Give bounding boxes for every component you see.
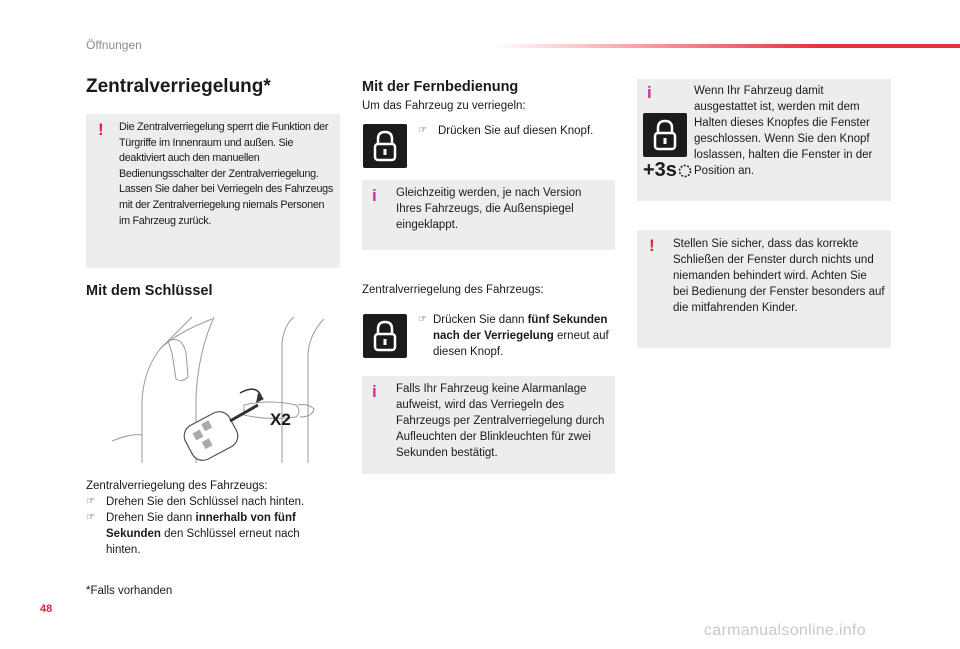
- info-box-alarm: [362, 376, 615, 474]
- warning-text-right: Stellen Sie sicher, dass das korrekte Schließen der Fenster durch nichts und niemanden behindert wird. Achten Sie bei Bedienung der Fenster besonders auf die mitfahrenden Kinder.: [673, 238, 885, 314]
- info-icon: i: [372, 186, 377, 205]
- page-title: Zentralverriegelung*: [86, 76, 271, 97]
- lock-button-icon-2: [363, 314, 407, 358]
- deadlock-intro: Zentralverriegelung des Fahrzeugs:: [362, 284, 544, 296]
- warning-icon: !: [98, 120, 104, 139]
- x2-label: X2: [270, 410, 291, 429]
- info-icon: i: [647, 83, 652, 102]
- watermark: carmanualsonline.info: [704, 622, 866, 639]
- key-instructions: [86, 478, 336, 558]
- key-step-1-text: Drehen Sie den Schlüssel nach hinten.: [106, 496, 305, 508]
- lock-button-icon-3: [643, 113, 687, 157]
- warning-box-right: [637, 230, 891, 348]
- padlock-icon: [372, 320, 398, 352]
- bullet-icon: ☞: [86, 496, 95, 507]
- warning-text-left: Die Zentralverriegelung sperrt die Funktion der Türgriffe im Innenraum und außen. Sie deaktiviert auch den manuellen Bedienungsschalter der Zentralverriegelung. Lassen Sie daher bei Verriegeln des Fahrzeugs mit der Zentralverriegelung niemals Personen im Fahrzeug zurück.: [119, 121, 333, 227]
- key-step-2-text: Drehen Sie dann innerhalb von fünf Sekunden den Schlüssel erneut nach hinten.: [106, 512, 300, 556]
- key-step-2: [86, 510, 336, 558]
- remote-step-2: [418, 312, 618, 360]
- hold-3s-label: +3s: [643, 159, 677, 181]
- key-step-1: [86, 494, 336, 510]
- info-text-windows: Wenn Ihr Fahrzeug damit ausgestattet ist, werden mit dem Halten dieses Knopfes die Fenster geschlossen. Wenn Sie den Knopf loslassen, halten die Fenster in der Position an.: [694, 85, 873, 177]
- key-intro: Zentralverriegelung des Fahrzeugs:: [86, 480, 268, 492]
- padlock-icon: [652, 119, 678, 151]
- key-illustration: [112, 313, 338, 473]
- key-section-title: Mit dem Schlüssel: [86, 283, 213, 299]
- info-box-mirrors: [362, 180, 615, 250]
- car-door-key-drawing: [112, 313, 338, 473]
- section-label: Öffnungen: [86, 38, 142, 52]
- warning-box-left: [86, 114, 340, 268]
- header-accent-line: [490, 44, 960, 48]
- bullet-icon: ☞: [418, 125, 427, 136]
- info-box-windows: [637, 79, 891, 201]
- info-text-alarm: Falls Ihr Fahrzeug keine Alarmanlage aufweist, wird das Verriegeln des Fahrzeugs per Zentralverriegelung durch Aufleuchten der Blinkleuchten für zwei Sekunden bestätigt.: [396, 383, 605, 459]
- remote-intro: Um das Fahrzeug zu verriegeln:: [362, 100, 526, 112]
- warning-icon: !: [649, 236, 655, 255]
- info-icon: i: [372, 382, 377, 401]
- footnote: *Falls vorhanden: [86, 585, 173, 597]
- remote-step-1: [418, 123, 593, 139]
- page-number: 48: [40, 603, 53, 615]
- info-text-mirrors: Gleichzeitig werden, je nach Version Ihres Fahrzeugs, die Außenspiegel eingeklappt.: [396, 187, 582, 231]
- timer-icon: [678, 164, 692, 178]
- hold-3s-indicator: [643, 159, 692, 182]
- remote-step-2-text: Drücken Sie dann fünf Sekunden nach der Verriegelung erneut auf diesen Knopf.: [432, 314, 609, 358]
- padlock-icon: [372, 130, 398, 162]
- bullet-icon: ☞: [86, 512, 95, 523]
- remote-step-1-text: Drücken Sie auf diesen Knopf.: [438, 125, 594, 137]
- lock-button-icon: [363, 124, 407, 168]
- remote-section-title: Mit der Fernbedienung: [362, 79, 519, 95]
- bullet-icon: ☞: [418, 314, 427, 325]
